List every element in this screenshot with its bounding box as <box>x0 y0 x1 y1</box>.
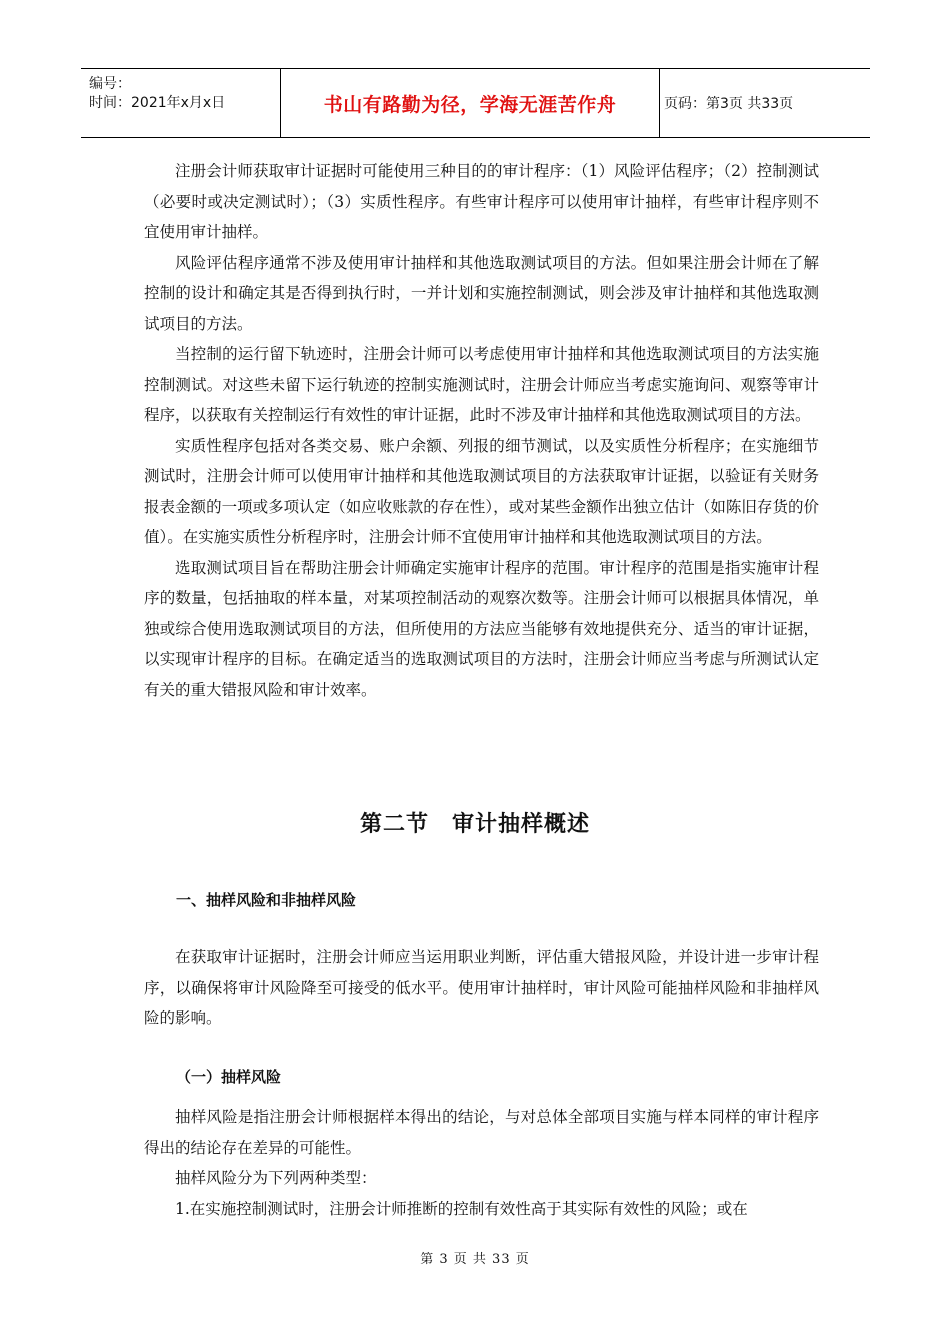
paragraph: 1.在实施控制测试时，注册会计师推断的控制有效性高于其实际有效性的风险；或在 <box>175 1199 748 1218</box>
intro-paragraphs <box>144 156 819 705</box>
page-header <box>81 68 870 138</box>
paragraph: 实质性程序包括对各类交易、账户余额、列报的细节测试，以及实质性分析程序；在实施细节测试时，注册会计师可以使用审计抽样和其他选取测试项目的方法获取审计证据，以验证有关财务报表金额的一项或多项认定（如应收账款的存在性），或对某些金额作出独立估计（如陈旧存货的价值）。在实施实质性分析程序时，注册会计师不宜使用审计抽样和其他选取测试项目的方法。 <box>144 436 819 546</box>
paragraph-block <box>144 1102 819 1224</box>
header-motto-cell <box>281 69 660 137</box>
serial-label: 编号： <box>89 76 131 92</box>
date-label: 时间：2021年x月x日 <box>89 95 226 111</box>
paragraph: 选取测试项目旨在帮助注册会计师确定实施审计程序的范围。审计程序的范围是指实施审计程序的数量，包括抽取的样本量，对某项控制活动的观察次数等。注册会计师可以根据具体情况，单独或综合使用选取测试项目的方法，但所使用的方法应当能够有效地提供充分、适当的审计证据，以实现审计程序的目标。在确定适当的选取测试项目的方法时，注册会计师应当考虑与所测试认定有关的重大错报风险和审计效率。 <box>144 558 819 699</box>
header-page-cell <box>660 69 870 137</box>
heading-level2: （一）抽样风险 <box>176 1068 282 1086</box>
paragraph: 注册会计师获取审计证据时可能使用三种目的的审计程序：（1）风险评估程序；（2）控制测试（必要时或决定测试时）；（3）实质性程序。有些审计程序可以使用审计抽样，有些审计程序则不宜使用审计抽样。 <box>144 162 819 241</box>
section-title: 第二节 审计抽样概述 <box>359 812 590 837</box>
paragraph: 当控制的运行留下轨迹时，注册会计师可以考虑使用审计抽样和其他选取测试项目的方法实施控制测试。对这些未留下运行轨迹的控制实施测试时，注册会计师应当考虑实施询问、观察等审计程序，以获取有关控制运行有效性的审计证据，此时不涉及审计抽样和其他选取测试项目的方法。 <box>144 345 819 424</box>
paragraph: 抽样风险是指注册会计师根据样本得出的结论，与对总体全部项目实施与样本同样的审计程序得出的结论存在差异的可能性。 <box>144 1108 819 1157</box>
paragraph: 风险评估程序通常不涉及使用审计抽样和其他选取测试项目的方法。但如果注册会计师在了解控制的设计和确定其是否得到执行时，一并计划和实施控制测试，则会涉及审计抽样和其他选取测试项目的方法。 <box>144 253 819 333</box>
page-info: 页码：第3页 共33页 <box>664 96 794 112</box>
paragraph: 在获取审计证据时，注册会计师应当运用职业判断，评估重大错报风险，并设计进一步审计程序，以确保将审计风险降至可接受的低水平。使用审计抽样时，审计风险可能抽样风险和非抽样风险的影响。 <box>144 948 819 1027</box>
page-footer: 第 3 页 共 33 页 <box>420 1252 530 1267</box>
header-meta-cell <box>81 69 281 137</box>
motto: 书山有路勤为径，学海无涯苦作舟 <box>323 93 617 116</box>
paragraph-block <box>144 942 819 1034</box>
paragraph: 抽样风险分为下列两种类型： <box>175 1169 377 1187</box>
heading-level1: 一、抽样风险和非抽样风险 <box>176 891 357 909</box>
